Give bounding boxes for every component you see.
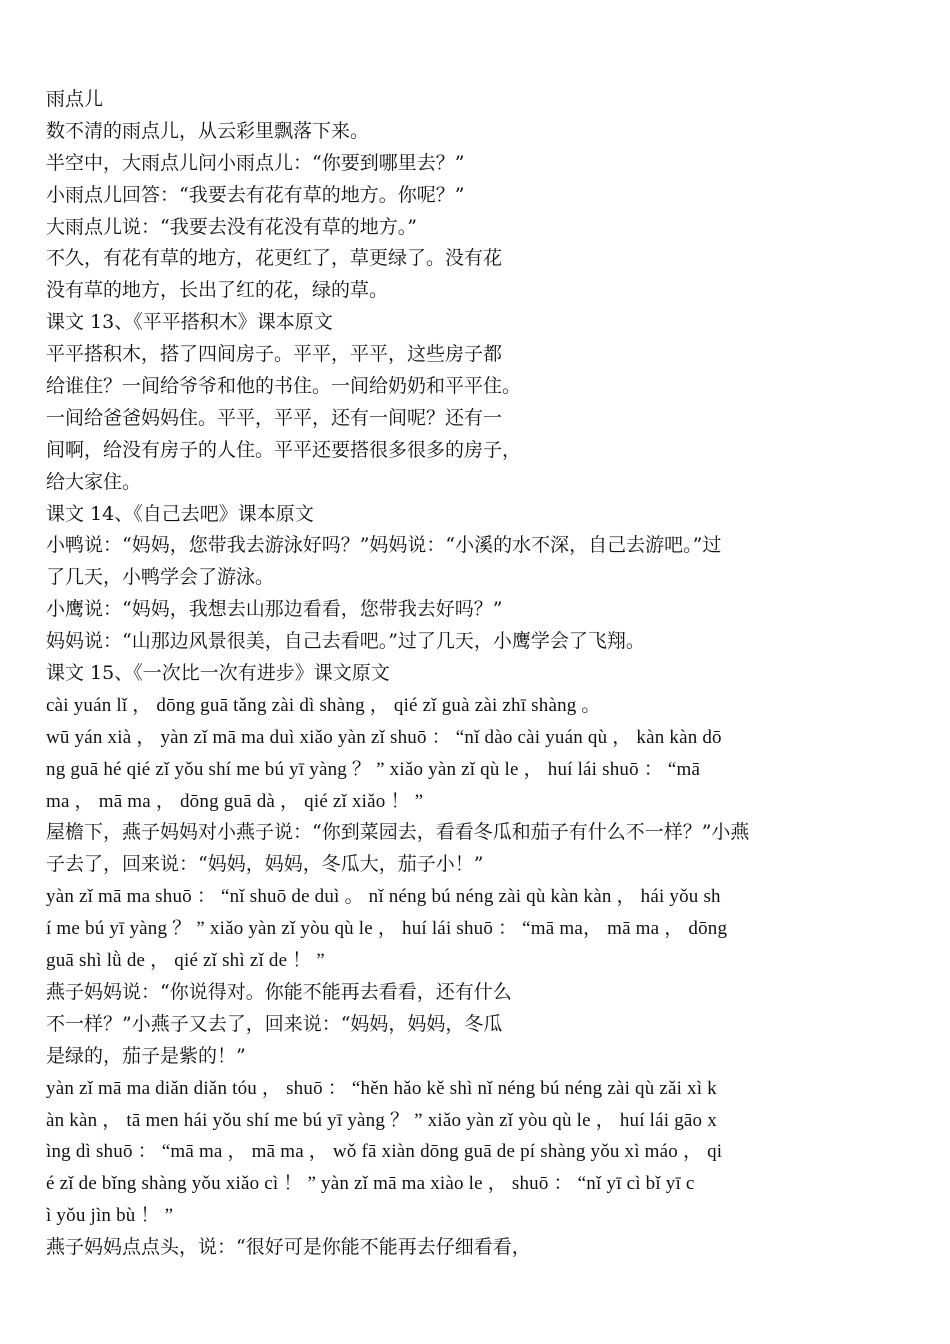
text-line: 小鹰说：“妈妈，我想去山那边看看，您带我去好吗？” [46, 598, 503, 621]
text-line: 燕子妈妈点点头，说：“很好可是你能不能再去仔细看看， [46, 1236, 531, 1259]
text-line: 一间给爸爸妈妈住。平平，平平，还有一间呢？还有一 [46, 406, 503, 429]
text-line: 课文 13、《平平搭积木》课本原文 [46, 311, 333, 334]
text-line: 子去了，回来说：“妈妈，妈妈，冬瓜大，茄子小！” [46, 853, 484, 876]
text-line: 课文 15、《一次比一次有进步》课文原文 [46, 662, 390, 685]
pinyin-line: í me bú yī yàng ？ ” xiǎo yàn zǐ yòu qù le ， huí lái shuō ： “mā ma， mā ma ， dōng [46, 918, 728, 940]
text-line: 屋檐下，燕子妈妈对小燕子说：“你到菜园去，看看冬瓜和茄子有什么不一样？”小燕 [46, 821, 750, 844]
pinyin-line: é zǐ de bǐng shàng yǒu xiǎo cì ！ ” yàn zǐ mā ma xiào le ， shuō ： “nǐ yī cì bǐ yī c [46, 1173, 695, 1195]
text-line: 间啊，给没有房子的人住。平平还要搭很多很多的房子， [46, 438, 522, 461]
text-line: 平平搭积木，搭了四间房子。平平，平平，这些房子都 [46, 343, 503, 366]
pinyin-line: cài yuán lǐ ， dōng guā tǎng zài dì shàng ， qié zǐ guà zài zhī shàng 。 [46, 694, 601, 716]
pinyin-line: ng guā hé qié zǐ yǒu shí me bú yī yàng ？ ” xiǎo yàn zǐ qù le ， huí lái shuō ： “mā [46, 758, 701, 780]
text-line: 不一样？”小燕子又去了，回来说：“妈妈，妈妈，冬瓜 [46, 1012, 503, 1035]
text-line: 数不清的雨点儿，从云彩里飘落下来。 [46, 119, 370, 142]
text-line: 燕子妈妈说：“你说得对。你能不能再去看看，还有什么 [46, 980, 512, 1003]
pinyin-line: àn kàn ， tā men hái yǒu shí me bú yī yàng ？ ” xiǎo yàn zǐ yòu qù le ， huí lái gāo x [46, 1109, 717, 1131]
pinyin-line: yàn zǐ mā ma diǎn diǎn tóu ， shuō ： “hěn hǎo kě shì nǐ néng bú néng zài qù zǎi xì k [46, 1077, 717, 1099]
text-line: 没有草的地方，长出了红的花，绿的草。 [46, 279, 389, 302]
text-line: 不久，有花有草的地方，花更红了，草更绿了。没有花 [46, 247, 503, 270]
text-line: 给大家住。 [46, 470, 142, 493]
text-line: 小雨点儿回答：“我要去有花有草的地方。你呢？” [46, 183, 465, 206]
text-line: 妈妈说：“山那边风景很美，自己去看吧。”过了几天，小鹰学会了飞翔。 [46, 630, 645, 653]
document-page [46, 84, 908, 1264]
text-line: 是绿的，茄子是紫的！” [46, 1044, 246, 1067]
text-line: 小鸭说：“妈妈，您带我去游泳好吗？”妈妈说：“小溪的水不深，自己去游吧。”过 [46, 534, 722, 557]
pinyin-line: yàn zǐ mā ma shuō ： “nǐ shuō de duì 。 nǐ néng bú néng zài qù kàn kàn ， hái yǒu sh [46, 886, 721, 908]
pinyin-line: ì yǒu jìn bù ！ ” [46, 1205, 174, 1227]
pinyin-line: ìng dì shuō ： “mā ma ， mā ma ， wǒ fā xiàn dōng guā de pí shàng yǒu xì máo ， qi [46, 1141, 723, 1163]
pinyin-line: wū yán xià ， yàn zǐ mā ma duì xiǎo yàn zǐ shuō ： “nǐ dào cài yuán qù ， kàn kàn dō [46, 726, 722, 748]
text-line: 给谁住？一间给爷爷和他的书住。一间给奶奶和平平住。 [46, 375, 522, 398]
pinyin-line: guā shì lǜ de ， qié zǐ shì zǐ de ！ ” [46, 950, 325, 972]
text-line: 了几天，小鸭学会了游泳。 [46, 566, 275, 589]
text-line: 课文 14、《自己去吧》课本原文 [46, 502, 314, 525]
text-line: 雨点儿 [46, 88, 104, 110]
text-line: 大雨点儿说：“我要去没有花没有草的地方。” [46, 215, 417, 238]
pinyin-line: ma ， mā ma ， dōng guā dà ， qié zǐ xiǎo ！ ” [46, 790, 424, 812]
text-line: 半空中，大雨点儿问小雨点儿：“你要到哪里去？” [46, 151, 465, 174]
